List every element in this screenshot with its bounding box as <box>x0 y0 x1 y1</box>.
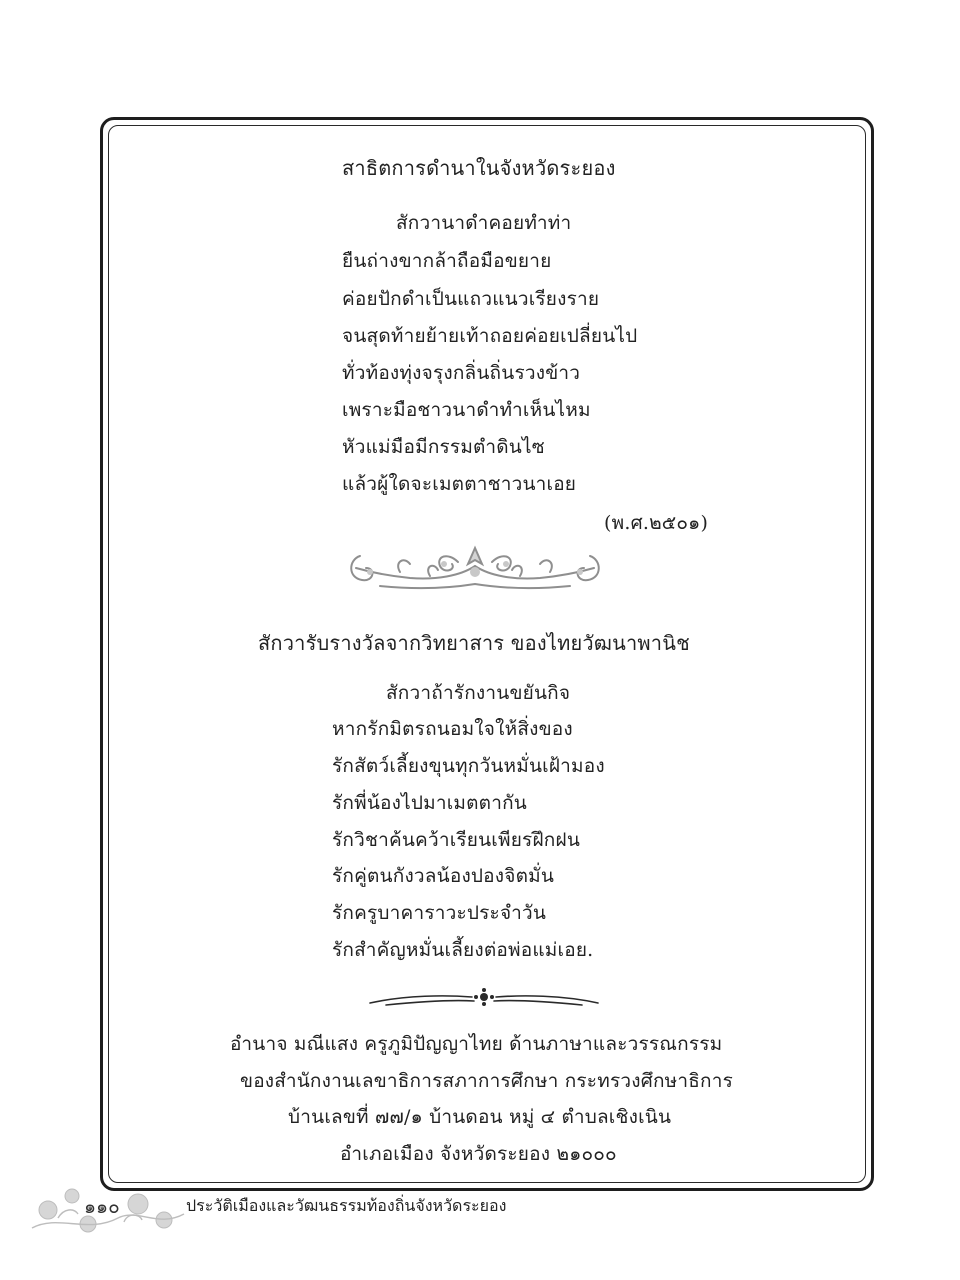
page-number: ๑๑๐ <box>84 1196 120 1218</box>
poem1-line: แล้วผู้ใดจะเมตตาชาวนาเอย <box>342 473 577 495</box>
poem1-line: สักวานาดำคอยทำท่า <box>396 212 572 234</box>
poem2-line: รักสัตว์เลี้ยงขุนทุกวันหมั่นเฝ้ามอง <box>332 755 605 777</box>
author-line: ของสำนักงานเลขาธิการสภาการศึกษา กระทรวงศึกษาธิการ <box>240 1070 734 1092</box>
book-title: ประวัติเมืองและวัฒนธรรมท้องถิ่นจังหวัดระยอง <box>186 1196 507 1215</box>
author-line: อำเภอเมือง จังหวัดระยอง ๒๑๐๐๐ <box>340 1143 617 1165</box>
author-line: อำนาจ มณีแสง ครูภูมิปัญญาไทย ด้านภาษาและวรรณกรรม <box>230 1033 723 1055</box>
poem1-line: ทั่วท้องทุ่งจรุงกลิ่นถิ่นรวงข้าว <box>342 362 581 384</box>
poem2-line: รักวิชาค้นคว้าเรียนเพียรฝึกฝน <box>332 829 581 851</box>
poem2-line: รักสำคัญหมั่นเลี้ยงต่อพ่อแม่เอย. <box>332 939 594 961</box>
poem2-line: รักคู่ตนกังวลน้องปองจิตมั่น <box>332 865 555 887</box>
poem2-line: หากรักมิตรถนอมใจให้สิ่งของ <box>332 718 573 740</box>
poem1-line: ค่อยปักดำเป็นแถวแนวเรียงราย <box>342 288 600 310</box>
author-line: บ้านเลขที่ ๗๗/๑ บ้านดอน หมู่ ๔ ตำบลเชิงเนิน <box>288 1106 672 1128</box>
poem2-line: รักครูบาคาราวะประจำวัน <box>332 902 547 924</box>
poem1-title: สาธิตการดำนาในจังหวัดระยอง <box>342 156 616 180</box>
poem2-line: รักพี่น้องไปมาเมตตากัน <box>332 792 527 814</box>
poem2-line: สักวาถ้ารักงานขยันกิจ <box>386 682 571 704</box>
poem1-line: เพราะมือชาวนาดำทำเห็นไหม <box>342 399 591 421</box>
flourish-divider-icon <box>366 985 602 1009</box>
poem1-line: หัวแม่มือมีกรรมตำดินไซ <box>342 436 545 458</box>
poem1-line: ยืนถ่างขากล้าถือมือขยาย <box>342 250 552 272</box>
thai-kanok-ornament-icon <box>340 542 610 594</box>
poem2-title: สักวารับรางวัลจากวิทยาสาร ของไทยวัฒนาพานิช <box>258 631 690 655</box>
poem1-date: (พ.ศ.๒๕๐๑) <box>604 512 709 534</box>
poem1-line: จนสุดท้ายย้ายเท้าถอยค่อยเปลี่ยนไป <box>342 325 638 347</box>
